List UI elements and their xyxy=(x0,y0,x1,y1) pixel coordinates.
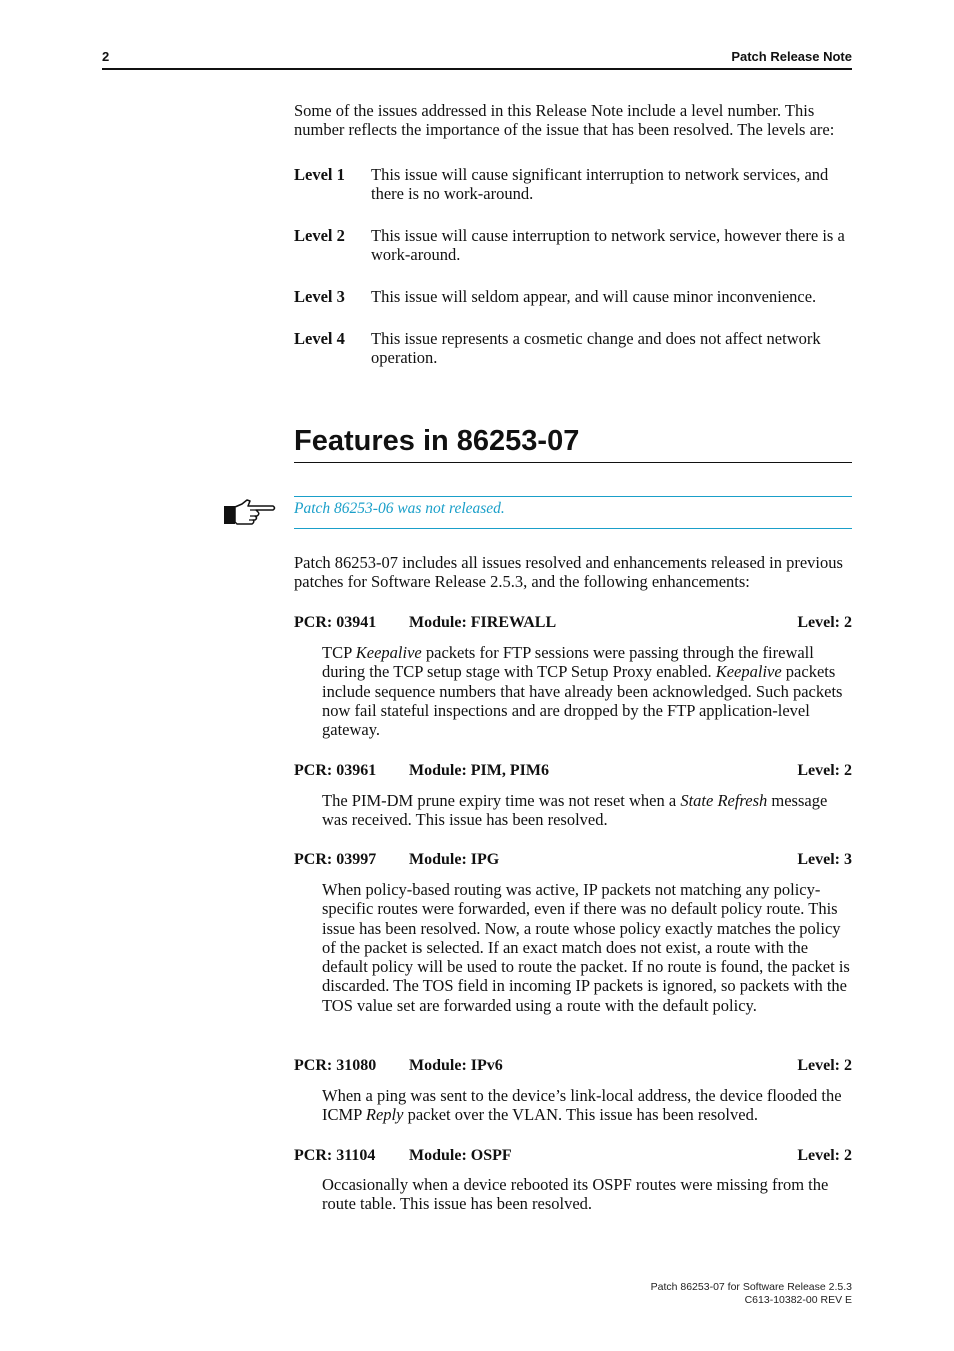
text-run: When policy-based routing was active, IP packets not matching any policy-specific routes were forwarded, even if there was no default policy route. This issue has been resolved. Now, a route whose policy exactly matches the policy of the packet is selected. If an exact match does not exist, a route with the default policy will be used to route the packet. If no route is found, the packet is discarded. The TOS field in incoming IP packets is ignored, so packets with the TOS value set are forwarded using a route with the default policy. xyxy=(322,880,850,1015)
pcr-number: PCR: 03997 xyxy=(294,851,377,868)
section-divider xyxy=(294,462,852,463)
text-run: packet over the VLAN. This issue has been resolved. xyxy=(403,1105,758,1125)
note-text: Patch 86253-06 was not released. xyxy=(294,500,505,517)
level-name: Level 4 xyxy=(294,329,345,348)
lead-paragraph: Patch 86253-07 includes all issues resolved and enhancements released in previous patches for Software Release 2.5.3, and the following enhancements: xyxy=(294,553,843,592)
pcr-module: Module: FIREWALL xyxy=(409,614,557,631)
pcr-heading xyxy=(294,851,852,871)
note-box xyxy=(294,496,852,529)
pcr-number: PCR: 31080 xyxy=(294,1057,377,1074)
pcr-heading xyxy=(294,614,852,634)
text-run: Occasionally when a device rebooted its OSPF routes were missing from the route table. This issue has been resolved. xyxy=(322,1175,829,1214)
intro-paragraph: Some of the issues addressed in this Release Note include a level number. This number reflects the importance of the issue that has been resolved. The levels are: xyxy=(294,101,835,140)
text-run: When a ping was sent to the device’s link-local address, the device flooded the ICMP xyxy=(322,1086,842,1125)
pcr-level: Level: 2 xyxy=(797,1147,852,1164)
text-run: The PIM-DM prune expiry time was not reset when a xyxy=(322,791,681,810)
page-footer xyxy=(651,1281,852,1306)
pcr-level: Level: 2 xyxy=(797,1057,852,1074)
pcr-level: Level: 3 xyxy=(797,851,852,868)
pcr-heading xyxy=(294,1057,852,1077)
text-run: packets include sequence numbers that have already been acknowledged. Such packets now fail stateful inspections and are dropped by the FTP application-level gateway. xyxy=(322,662,843,740)
pcr-heading xyxy=(294,1147,852,1167)
italic-term: Reply xyxy=(365,1105,404,1125)
italic-term: State Refresh xyxy=(680,791,768,810)
pcr-number: PCR: 03941 xyxy=(294,614,377,631)
footer-line: C613-10382-00 REV E xyxy=(744,1293,852,1306)
level-description: This issue will cause significant interruption to network services, and there is no work-around. xyxy=(371,165,829,204)
pcr-module: Module: OSPF xyxy=(409,1147,512,1164)
pcr-heading xyxy=(294,762,852,782)
level-name: Level 2 xyxy=(294,226,345,245)
page-number: 2 xyxy=(102,49,110,64)
italic-term: Keepalive xyxy=(715,662,782,682)
pcr-module: Module: PIM, PIM6 xyxy=(409,762,549,779)
pcr-level: Level: 2 xyxy=(797,762,852,779)
pcr-description xyxy=(322,1175,853,1214)
section-title: Features in 86253-07 xyxy=(294,425,580,457)
pcr-description xyxy=(322,791,853,830)
level-description: This issue will cause interruption to network service, however there is a work-around. xyxy=(371,226,845,265)
level-description: This issue represents a cosmetic change and does not affect network operation. xyxy=(371,329,821,368)
text-run: TCP xyxy=(322,643,356,662)
pcr-description xyxy=(322,1086,853,1125)
text-run: message was received. This issue has been resolved. xyxy=(322,791,828,830)
pcr-description xyxy=(322,880,853,1015)
pcr-level: Level: 2 xyxy=(797,614,852,631)
pcr-module: Module: IPG xyxy=(409,851,500,868)
level-name: Level 3 xyxy=(294,287,345,306)
header-title: Patch Release Note xyxy=(731,49,852,64)
pointing-hand-icon xyxy=(223,497,277,527)
page-header xyxy=(102,48,852,70)
pcr-number: PCR: 31104 xyxy=(294,1147,376,1164)
text-run: packets for FTP sessions were passing through the firewall during the TCP setup stage with TCP Setup Proxy enabled. xyxy=(322,643,814,682)
footer-line: Patch 86253-07 for Software Release 2.5.3 xyxy=(650,1281,852,1293)
pcr-description xyxy=(322,643,853,739)
level-description: This issue will seldom appear, and will cause minor inconvenience. xyxy=(371,287,817,306)
pcr-number: PCR: 03961 xyxy=(294,762,377,779)
level-name: Level 1 xyxy=(294,165,345,184)
pcr-module: Module: IPv6 xyxy=(409,1057,503,1074)
italic-term: Keepalive xyxy=(355,643,422,662)
